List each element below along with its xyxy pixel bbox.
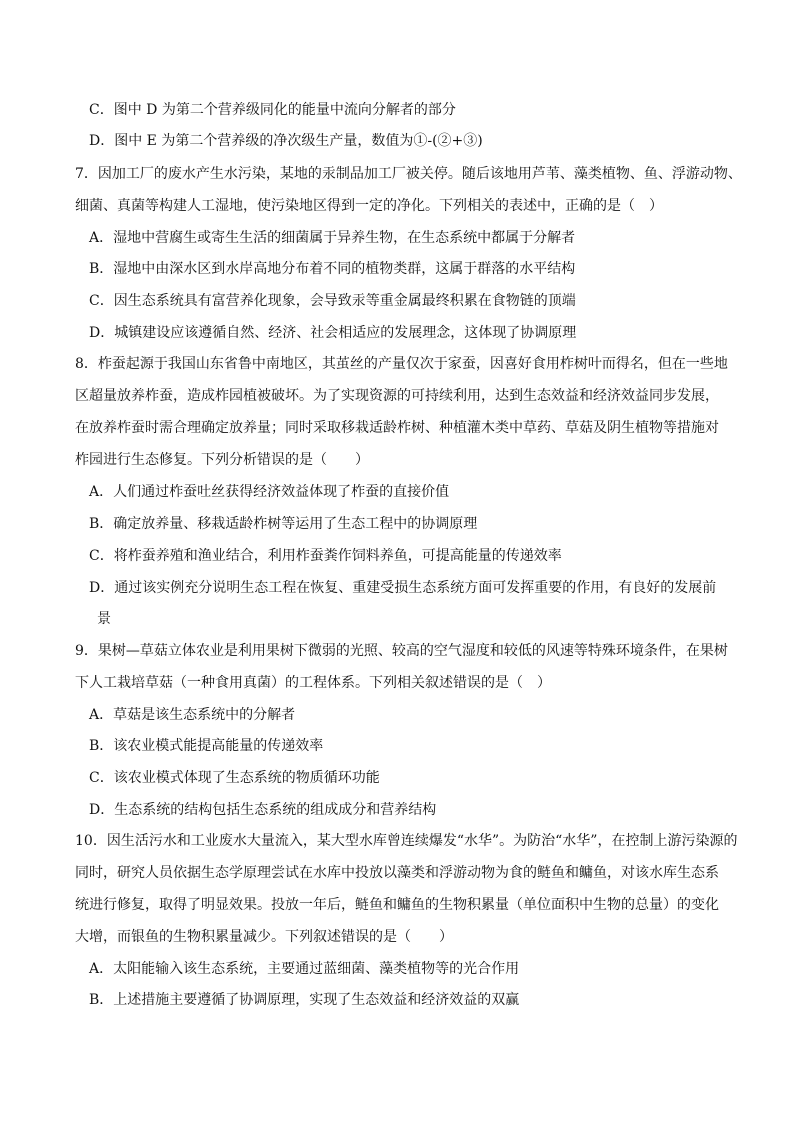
q9-stem-line-1: 9．果树—草菇立体农业是利用果树下微弱的光照、较高的空气湿度和较低的风速等特殊环境条件，在果树 bbox=[75, 643, 728, 659]
q10-option-b: B．上述措施主要遵循了协调原理，实现了生态效益和经济效益的双赢 bbox=[89, 992, 520, 1008]
q10-option-a: A．太阳能输入该生态系统，主要通过蓝细菌、藻类植物等的光合作用 bbox=[89, 961, 520, 977]
q7-option-d: D．城镇建设应该遵循自然、经济、社会相适应的发展理念，这体现了协调原理 bbox=[89, 325, 577, 341]
q8-option-b: B．确定放养量、移栽适龄柞树等运用了生态工程中的协调原理 bbox=[89, 516, 478, 532]
q8-stem-line-2: 区超量放养柞蚕，造成柞园植被破坏。为了实现资源的可持续利用，达到生态效益和经济效益同步发展， bbox=[75, 388, 719, 404]
q7-stem-line-1: 7．因加工厂的废水产生水污染，某地的汞制品加工厂被关停。随后该地用芦苇、藻类植物、鱼、浮游动物、 bbox=[75, 166, 742, 182]
q8-option-a: A．人们通过柞蚕吐丝获得经济效益体现了柞蚕的直接价值 bbox=[89, 484, 450, 500]
q7-stem-line-2: 细菌、真菌等构建人工湿地，使污染地区得到一定的净化。下列相关的表述中，正确的是（ ） bbox=[75, 198, 663, 214]
q7-option-c: C．因生态系统具有富营养化现象，会导致汞等重金属最终积累在食物链的顶端 bbox=[89, 293, 576, 309]
q8-option-d-continued: 景 bbox=[97, 611, 111, 627]
q10-stem-line-1: 10．因生活污水和工业废水大量流入，某大型水库曾连续爆发“水华”。为防治“水华”，在控制上游污染源的 bbox=[75, 833, 738, 849]
q8-option-c: C．将柞蚕养殖和渔业结合，利用柞蚕粪作饲料养鱼，可提高能量的传递效率 bbox=[89, 548, 562, 564]
q9-stem-line-2: 下人工栽培草菇（一种食用真菌）的工程体系。下列相关叙述错误的是（ ） bbox=[75, 675, 551, 691]
q7-option-b: B．湿地中由深水区到水岸高地分布着不同的植物类群，这属于群落的水平结构 bbox=[89, 261, 576, 277]
q8-stem-line-3: 在放养柞蚕时需合理确定放养量；同时采取移栽适龄柞树、种植灌木类中草药、草菇及阴生植物等措施对 bbox=[75, 420, 719, 436]
q9-option-d: D．生态系统的结构包括生态系统的组成成分和营养结构 bbox=[89, 802, 437, 818]
q6-option-c: C．图中 D 为第二个营养级同化的能量中流向分解者的部分 bbox=[89, 102, 456, 118]
q8-stem-line-1: 8．柞蚕起源于我国山东省鲁中南地区，其茧丝的产量仅次于家蚕，因喜好食用柞树叶而得名，但在一些地 bbox=[75, 356, 728, 372]
q10-stem-line-4: 大增，而银鱼的生物积累量减少。下列叙述错误的是（ ） bbox=[75, 929, 453, 945]
q8-stem-line-4: 柞园进行生态修复。下列分析错误的是（ ） bbox=[75, 452, 369, 468]
q10-stem-line-3: 统进行修复，取得了明显效果。投放一年后，鲢鱼和鳙鱼的生物积累量（单位面积中生物的总量）的变化 bbox=[75, 897, 719, 913]
q10-stem-line-2: 同时，研究人员依据生态学原理尝试在水库中投放以藻类和浮游动物为食的鲢鱼和鳙鱼，对该水库生态系 bbox=[75, 865, 719, 881]
q6-option-d: D．图中 E 为第二个营养级的净次级生产量，数值为①-(②+③) bbox=[89, 133, 483, 149]
q9-option-c: C．该农业模式体现了生态系统的物质循环功能 bbox=[89, 770, 380, 786]
q7-option-a: A．湿地中营腐生或寄生生活的细菌属于异养生物，在生态系统中都属于分解者 bbox=[89, 230, 576, 246]
q8-option-d: D．通过该实例充分说明生态工程在恢复、重建受损生态系统方面可发挥重要的作用，有良好的发展前 bbox=[89, 580, 717, 596]
q9-option-b: B．该农业模式能提高能量的传递效率 bbox=[89, 738, 324, 754]
q9-option-a: A．草菇是该生态系统中的分解者 bbox=[89, 707, 296, 723]
